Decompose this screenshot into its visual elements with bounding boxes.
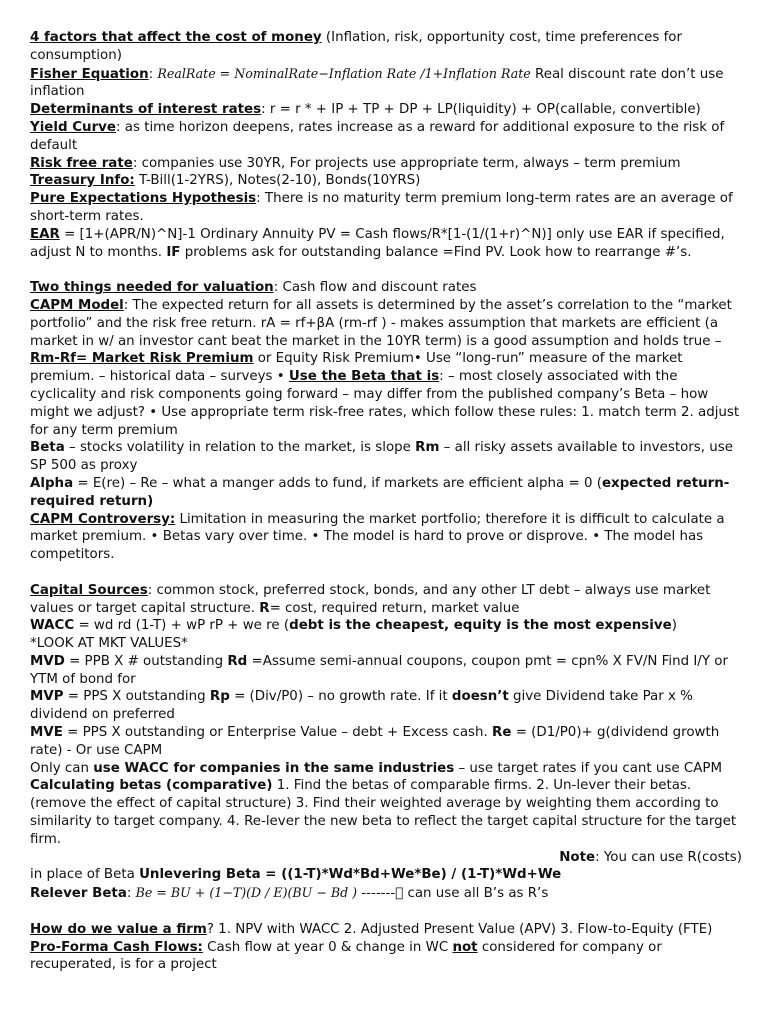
- heading-capm-model: CAPM Model: [30, 297, 124, 313]
- fisher-colon: :: [148, 66, 158, 82]
- heading-value-firm: How do we value a firm: [30, 921, 207, 937]
- paragraph-wacc: [30, 617, 742, 635]
- text-market-risk-premium-2: : – most closely associated with the cyclicality and risk components going forward – may differ from the published company’s Beta – how might we adjust? • Use appropriate term risk-free rates, which follow these rules: 1. match term 2. adjust for any term premium: [30, 369, 740, 438]
- text-ear-2: problems ask for outstanding balance =Find PV. Look how to rearrange #’s.: [180, 244, 692, 260]
- text-wacc: = wd rd (1-T) + wP rP + we re (: [74, 618, 290, 634]
- paragraph-spacer: [30, 903, 742, 921]
- text-ear-if: IF: [166, 244, 181, 260]
- text-note: : You can use R(costs): [595, 849, 742, 865]
- heading-risk-free-rate: Risk free rate: [30, 155, 133, 171]
- document-page: [30, 29, 742, 974]
- relever-colon: :: [126, 886, 136, 902]
- text-mve-1: = PPS X outstanding or Enterprise Value – debt + Excess cash.: [62, 725, 493, 741]
- text-mve-2: = (D1/P0)+ g(dividend growth rate) - Or use CAPM: [30, 725, 720, 758]
- text-pro-forma-2: considered for company or recuperated, is for a project: [30, 939, 662, 973]
- text-unlevering-pre: in place of Beta: [30, 867, 140, 883]
- text-alpha-bold: expected return-required return): [30, 475, 730, 509]
- text-cost-of-money: (Inflation, risk, opportunity cost, time preferences for consumption): [30, 30, 682, 63]
- paragraph-spacer: [30, 564, 742, 582]
- text-beta-2: – all risky assets available to investors, use SP 500 as proxy: [30, 440, 733, 474]
- text-mvp-doesnt: doesn’t: [451, 689, 509, 705]
- paragraph-determinants: [30, 101, 742, 119]
- heading-pure-expectations: Pure Expectations Hypothesis: [30, 191, 257, 207]
- heading-mvp: MVP: [30, 689, 64, 705]
- paragraph-beta: [30, 439, 742, 475]
- heading-calculating-betas: Calculating betas (comparative): [30, 778, 273, 794]
- text-only-2: – use target rates if you cant use CAPM: [454, 760, 722, 776]
- heading-mvd: MVD: [30, 653, 65, 669]
- text-risk-free-rate: : companies use 30YR, For projects use appropriate term, always – term premium: [132, 155, 681, 171]
- text-only-bold: use WACC for companies in the same industries: [93, 760, 455, 776]
- paragraph-pro-forma: [30, 939, 742, 975]
- paragraph-mvd: [30, 653, 742, 689]
- heading-pro-forma: Pro-Forma Cash Flows:: [30, 939, 203, 955]
- text-pro-forma-not: not: [452, 939, 478, 955]
- paragraph-calculating-betas: [30, 777, 742, 848]
- text-only-1: Only can: [30, 760, 94, 776]
- paragraph-only-wacc: [30, 760, 742, 778]
- text-capm-model: : The expected return for all assets is determined by the asset’s correlation to the “market portfolio” and the risk free return. rA = rf+βA (rm-rf ) - makes assumption that markets are efficient (a market in w/ an investor cant beat the market in the 10YR term) is a good assumption and holds true –: [30, 297, 732, 349]
- text-valuation-needs: : Cash flow and discount rates: [273, 280, 477, 296]
- paragraph-mve: [30, 724, 742, 760]
- text-mvp-1: = PPS X outstanding: [63, 689, 210, 705]
- paragraph-capm-controversy: [30, 511, 742, 564]
- text-relever-beta: -------  can use all B’s as R’s: [357, 886, 549, 902]
- text-pure-expectations: : There is no maturity term premium long-term rates are an average of short-term rates.: [30, 191, 733, 224]
- paragraph-mvp: [30, 688, 742, 724]
- paragraph-fisher-equation: [30, 65, 742, 102]
- paragraph-look-mkt-values: *LOOK AT MKT VALUES*: [30, 636, 188, 652]
- heading-mve: MVE: [30, 725, 63, 741]
- text-mvp-rp: Rp: [209, 689, 230, 705]
- paragraph-unlevering-beta: [30, 866, 742, 884]
- text-wacc-bold: debt is the cheapest, equity is the most expensive: [289, 618, 672, 634]
- heading-treasury-info: Treasury Info:: [30, 173, 135, 189]
- relever-formula: Be = BU + (1−T)(D / E)(BU − Bd ): [135, 885, 358, 901]
- paragraph-ear: [30, 226, 742, 262]
- text-mvp-3: give Dividend take Par x % dividend on preferred: [30, 689, 693, 723]
- text-capital-sources-1: : common stock, preferred stock, bonds, and any other LT debt – always use market values or target capital structure.: [30, 582, 711, 616]
- text-determinants: : r = r * + IP + TP + DP + LP(liquidity) + OP(callable, convertible): [261, 102, 701, 118]
- heading-wacc: WACC: [30, 618, 75, 634]
- text-treasury-info: T-Bill(1-2YRS), Notes(2-10), Bonds(10YRS): [134, 173, 421, 189]
- text-wacc-end: ): [671, 618, 677, 634]
- heading-fisher-equation: Fisher Equation: [30, 66, 149, 82]
- text-mvd-2: =Assume semi-annual coupons, coupon pmt = cpn% X FV/N Find I/Y or YTM of bond for: [30, 653, 728, 687]
- paragraph-alpha: [30, 475, 742, 511]
- text-mve-re: Re: [492, 725, 512, 741]
- text-capm-controversy: Limitation in measuring the market portfolio; therefore it is difficult to calculate a market premium. • Betas vary over time. • The model is hard to prove or disprove. • The model has competitors.: [30, 511, 725, 563]
- text-beta-1: – stocks volatility in relation to the market, is slope: [64, 440, 416, 456]
- heading-determinants: Determinants of interest rates: [30, 102, 262, 118]
- heading-capital-sources: Capital Sources: [30, 582, 148, 598]
- heading-cost-of-money: 4 factors that affect the cost of money: [30, 30, 322, 45]
- paragraph-capm-model: [30, 297, 742, 350]
- paragraph-spacer: [30, 261, 742, 279]
- heading-note: Note: [559, 849, 596, 865]
- text-mvd-rd: Rd: [227, 653, 248, 669]
- heading-relever-beta: Relever Beta: [30, 886, 127, 902]
- text-fisher-equation: Real discount rate don’t use inflation: [30, 66, 724, 100]
- text-pro-forma-1: Cash flow at year 0 & change in WC: [202, 939, 453, 955]
- heading-capm-controversy: CAPM Controversy:: [30, 511, 176, 527]
- paragraph-market-risk-premium: [30, 350, 742, 439]
- heading-alpha: Alpha: [30, 475, 74, 491]
- paragraph-note: [30, 849, 742, 867]
- text-value-firm: ? 1. NPV with WACC 2. Adjusted Present Value (APV) 3. Flow-to-Equity (FTE): [206, 921, 713, 937]
- heading-use-the-beta: Use the Beta that is: [288, 369, 440, 385]
- text-ear-1: = [1+(APR/N)^N]-1 Ordinary Annuity PV = Cash flows/R*[1-(1/(1+r)^N)] only use EAR if specified, adjust N to months.: [30, 226, 725, 260]
- text-capital-sources-2: = cost, required return, market value: [269, 600, 520, 616]
- heading-yield-curve: Yield Curve: [30, 119, 116, 135]
- paragraph-pure-expectations: [30, 190, 742, 226]
- paragraph-relever-beta: [30, 884, 742, 903]
- heading-market-risk-premium: Rm-Rf= Market Risk Premium: [30, 351, 254, 367]
- text-beta-rm: Rm: [415, 440, 440, 456]
- paragraph-value-firm: [30, 921, 742, 939]
- paragraph-treasury-info: [30, 172, 742, 190]
- text-yield-curve: : as time horizon deepens, rates increase as a reward for additional exposure to the risk of default: [30, 119, 725, 153]
- heading-valuation-needs: Two things needed for valuation: [30, 280, 274, 296]
- text-mvd-1: = PPB X # outstanding: [64, 653, 228, 669]
- heading-ear: EAR: [30, 226, 60, 242]
- text-capital-sources-r: R: [259, 600, 270, 616]
- heading-unlevering-beta: Unlevering Beta = ((1-T)*Wd*Bd+We*Be) / (1-T)*Wd+We: [139, 867, 562, 883]
- text-mvp-2: = (Div/P0) – no growth rate. If it: [229, 689, 452, 705]
- fisher-formula: RealRate = NominalRate−Inflation Rate /1+Inflation Rate: [157, 65, 531, 81]
- paragraph-yield-curve: [30, 119, 742, 155]
- heading-beta: Beta: [30, 440, 65, 456]
- paragraph-cost-of-money: [30, 29, 742, 65]
- paragraph-valuation-needs: [30, 279, 742, 297]
- text-market-risk-premium-1: or Equity Risk Premium• Use “long-run” measure of the market premium. – historical data – surveys •: [30, 351, 683, 385]
- paragraph-risk-free-rate: [30, 155, 742, 173]
- paragraph-capital-sources: [30, 582, 742, 618]
- text-calculating-betas: 1. Find the betas of comparable firms. 2. Un-lever their betas. (remove the effect of capital structure) 3. Find their weighted average by weighting them according to similarity to target company. 4. Re-lever the new beta to reflect the target capital structure for the target firm.: [30, 778, 737, 847]
- text-alpha: = E(re) – Re – what a manger adds to fund, if markets are efficient alpha = 0 (: [73, 475, 602, 491]
